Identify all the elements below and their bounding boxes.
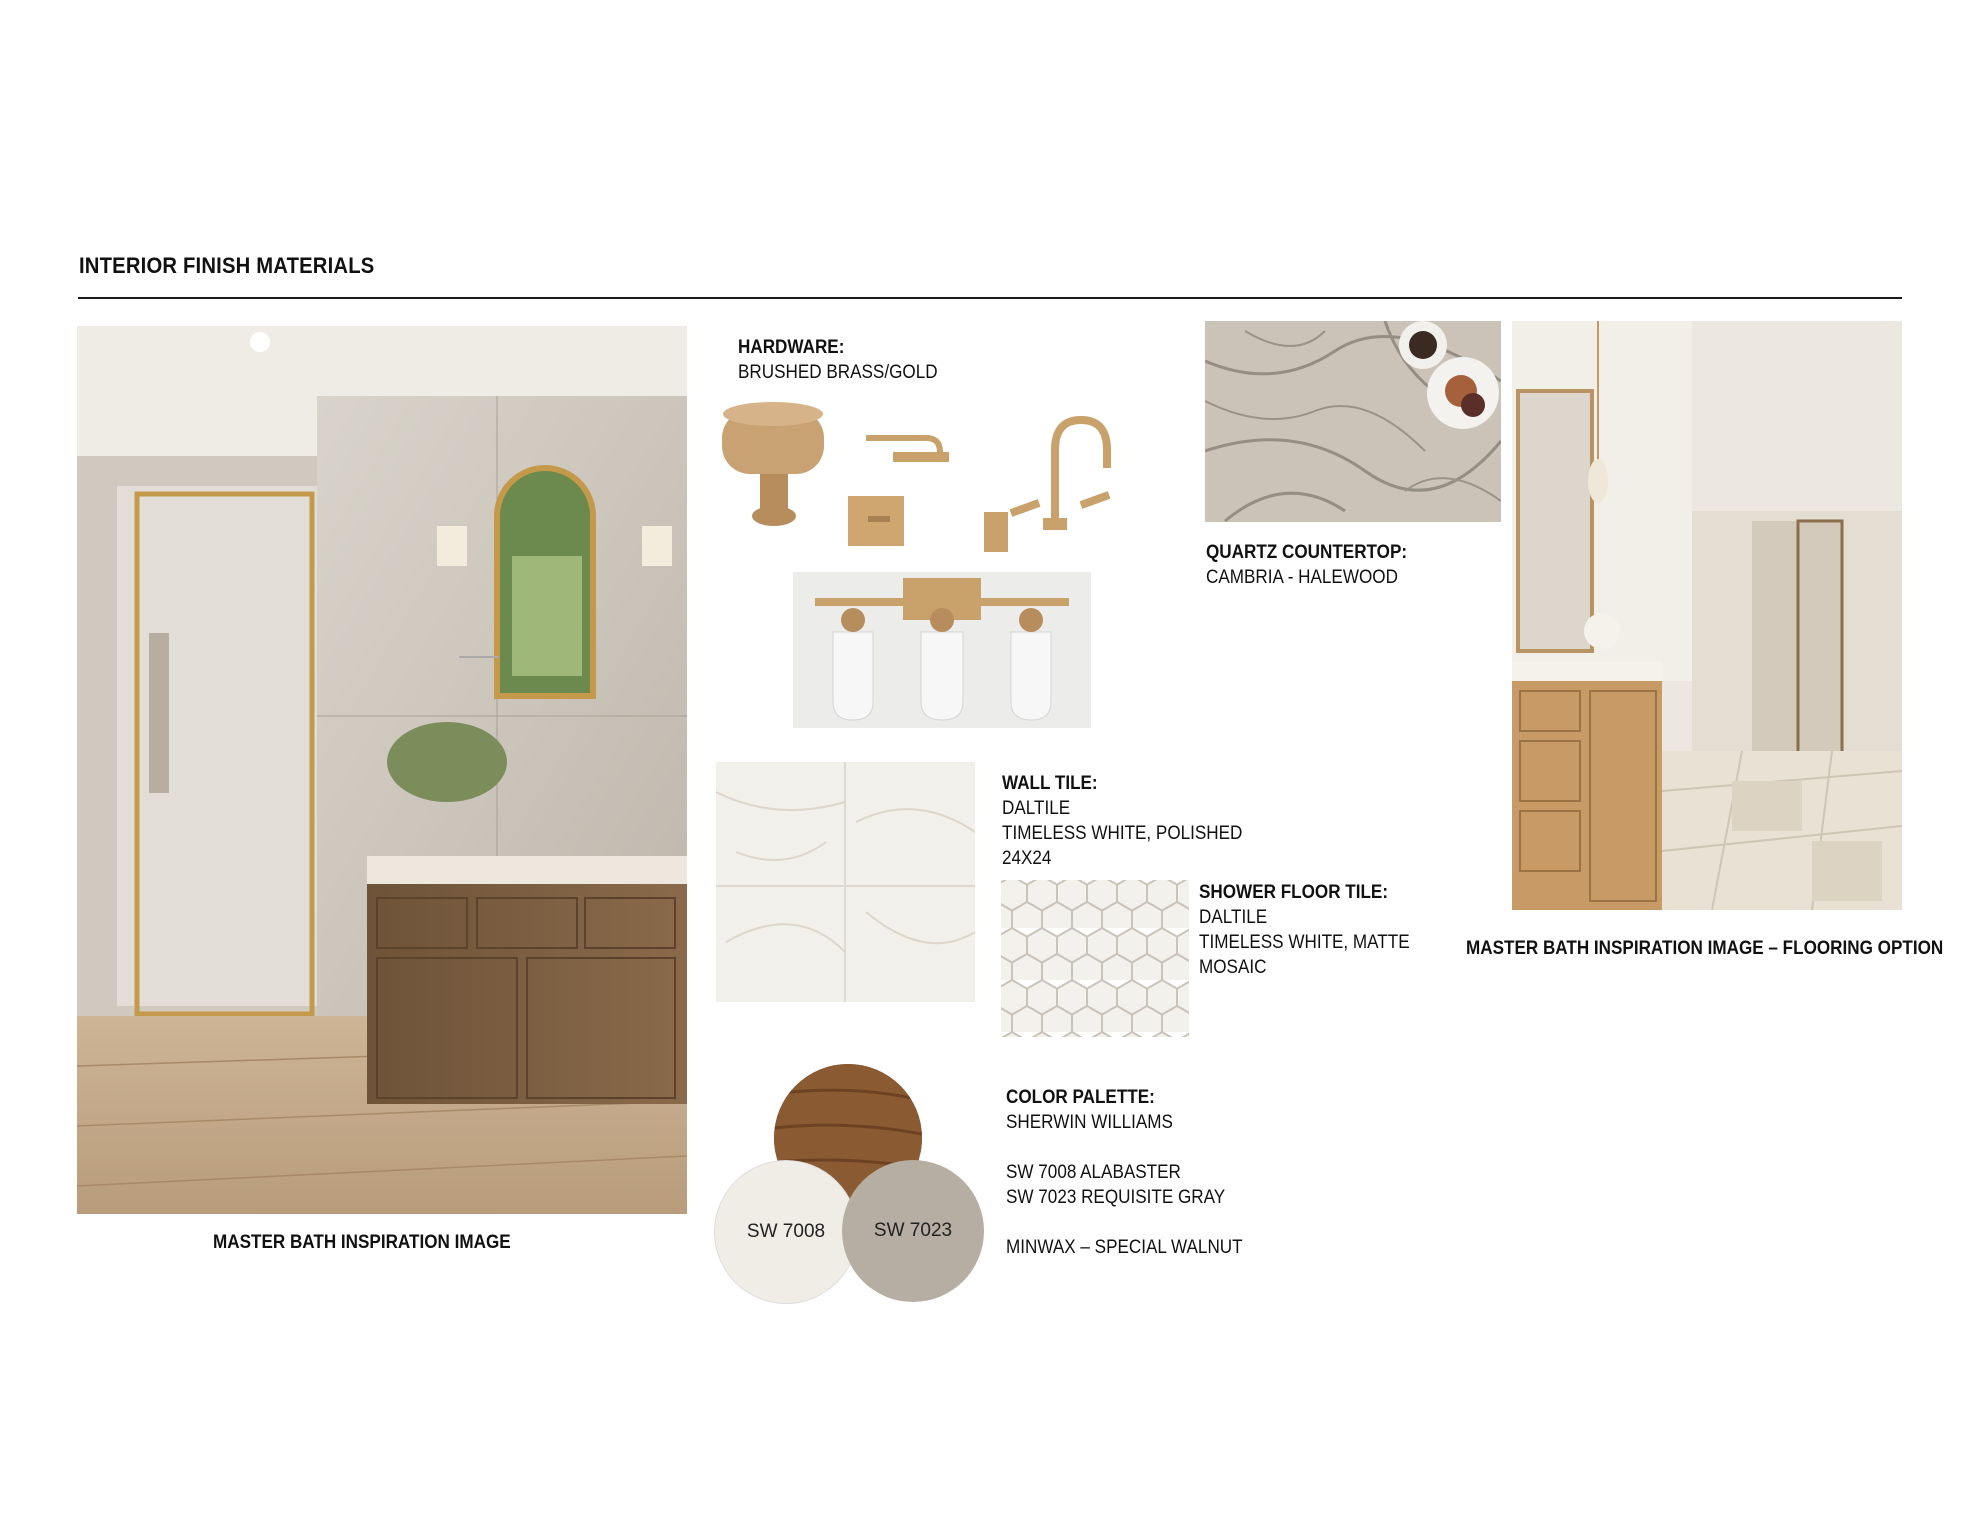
requisite-gray-swatch-label: SW 7023: [873, 1220, 953, 1241]
hardware-label: [738, 335, 938, 385]
hardware-finish: BRUSHED BRASS/GOLD: [738, 362, 938, 383]
flooring-option-inspiration-image: [1512, 321, 1902, 910]
vanity-light-fixture-image: [793, 572, 1091, 728]
palette-requisite-gray: SW 7023 REQUISITE GRAY: [1006, 1187, 1226, 1208]
wall-tile-heading: WALL TILE:: [1002, 773, 1098, 794]
shower-floor-tile-label: [1199, 880, 1410, 980]
palette-alabaster: SW 7008 ALABASTER: [1006, 1162, 1181, 1183]
shower-floor-tile-sample-image: [997, 876, 1193, 1041]
shower-tile-finish: TIMELESS WHITE, MATTE: [1199, 932, 1410, 953]
alabaster-swatch: [714, 1160, 858, 1304]
color-palette-label: [1006, 1085, 1243, 1260]
wall-tile-label: [1002, 771, 1242, 871]
page-title: INTERIOR FINISH MATERIALS: [79, 253, 375, 278]
color-palette-swatches: [714, 1060, 984, 1306]
main-image-caption: MASTER BATH INSPIRATION IMAGE: [213, 1232, 511, 1253]
shower-tile-type: MOSAIC: [1199, 957, 1267, 978]
hardware-heading: HARDWARE:: [738, 337, 845, 358]
palette-brand: SHERWIN WILLIAMS: [1006, 1112, 1173, 1133]
alabaster-swatch-label: SW 7008: [746, 1221, 826, 1242]
requisite-gray-swatch: [842, 1160, 984, 1302]
palette-special-walnut: MINWAX – SPECIAL WALNUT: [1006, 1237, 1243, 1258]
title-divider: [78, 297, 1902, 299]
wall-tile-brand: DALTILE: [1002, 798, 1071, 819]
wall-tile-sample-image: [716, 762, 975, 1002]
wall-tile-size: 24X24: [1002, 848, 1052, 869]
wall-tile-finish: TIMELESS WHITE, POLISHED: [1002, 823, 1243, 844]
shower-tile-brand: DALTILE: [1199, 907, 1268, 928]
master-bath-inspiration-image: [77, 326, 687, 1214]
quartz-label: [1206, 540, 1407, 590]
quartz-countertop-image: [1205, 321, 1501, 522]
flooring-image-caption: MASTER BATH INSPIRATION IMAGE – FLOORING OPTION: [1466, 938, 1944, 959]
palette-heading: COLOR PALETTE:: [1006, 1087, 1155, 1108]
quartz-heading: QUARTZ COUNTERTOP:: [1206, 542, 1408, 563]
hardware-fixtures-image: [718, 400, 1136, 556]
quartz-product: CAMBRIA - HALEWOOD: [1206, 567, 1398, 588]
shower-tile-heading: SHOWER FLOOR TILE:: [1199, 882, 1389, 903]
